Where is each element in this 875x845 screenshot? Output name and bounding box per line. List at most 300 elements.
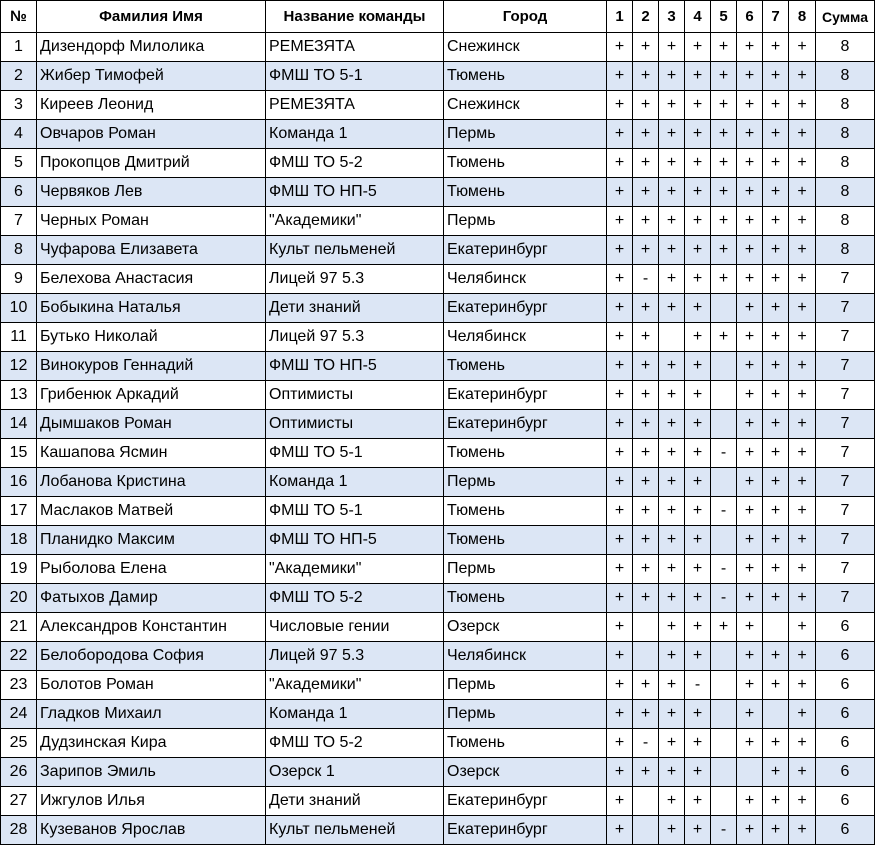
task-8-cell: + <box>789 787 816 816</box>
team-name-cell: Дети знаний <box>266 294 444 323</box>
participant-name-cell: Планидко Максим <box>37 526 266 555</box>
team-name-cell: ФМШ ТО 5-1 <box>266 497 444 526</box>
task-3-cell: + <box>659 758 685 787</box>
team-name-cell: РЕМЕЗЯТА <box>266 33 444 62</box>
task-6-cell: + <box>737 497 763 526</box>
participant-name-cell: Дымшаков Роман <box>37 410 266 439</box>
task-1-cell: + <box>607 700 633 729</box>
table-row <box>1 497 875 526</box>
row-number-cell: 3 <box>1 91 37 120</box>
table-row <box>1 236 875 265</box>
task-4-cell: + <box>685 555 711 584</box>
table-row <box>1 555 875 584</box>
task-1-cell: + <box>607 816 633 845</box>
task-4-cell: + <box>685 62 711 91</box>
task-6-cell: + <box>737 178 763 207</box>
row-number-cell: 6 <box>1 178 37 207</box>
table-row <box>1 62 875 91</box>
task-8-cell: + <box>789 120 816 149</box>
task-3-cell: + <box>659 439 685 468</box>
table-row <box>1 323 875 352</box>
task-8-cell: + <box>789 352 816 381</box>
sum-cell: 6 <box>816 729 875 758</box>
participant-name-cell: Кузеванов Ярослав <box>37 816 266 845</box>
sum-cell: 6 <box>816 816 875 845</box>
sum-cell: 7 <box>816 468 875 497</box>
table-row <box>1 816 875 845</box>
header-row <box>1 1 875 33</box>
table-row <box>1 613 875 642</box>
task-5-cell: + <box>711 207 737 236</box>
row-number-cell: 12 <box>1 352 37 381</box>
task-2-cell: + <box>633 526 659 555</box>
task-5-cell <box>711 526 737 555</box>
sum-cell: 7 <box>816 323 875 352</box>
task-2-cell: + <box>633 91 659 120</box>
task-5-cell: + <box>711 33 737 62</box>
task-1-cell: + <box>607 468 633 497</box>
task-1-cell: + <box>607 410 633 439</box>
city-cell: Екатеринбург <box>444 410 607 439</box>
participant-name-cell: Киреев Леонид <box>37 91 266 120</box>
team-name-cell: РЕМЕЗЯТА <box>266 91 444 120</box>
table-row <box>1 294 875 323</box>
sum-cell: 7 <box>816 294 875 323</box>
task-5-cell <box>711 671 737 700</box>
task-8-cell: + <box>789 555 816 584</box>
task-8-cell: + <box>789 816 816 845</box>
header-task-5: 5 <box>711 1 737 33</box>
sum-cell: 8 <box>816 120 875 149</box>
header-task-8: 8 <box>789 1 816 33</box>
task-5-cell <box>711 352 737 381</box>
city-cell: Озерск <box>444 758 607 787</box>
sum-cell: 8 <box>816 236 875 265</box>
row-number-cell: 14 <box>1 410 37 439</box>
team-name-cell: Культ пельменей <box>266 236 444 265</box>
participant-name-cell: Маслаков Матвей <box>37 497 266 526</box>
task-5-cell: + <box>711 236 737 265</box>
task-6-cell: + <box>737 62 763 91</box>
header-task-3: 3 <box>659 1 685 33</box>
city-cell: Пермь <box>444 671 607 700</box>
team-name-cell: Лицей 97 5.3 <box>266 323 444 352</box>
participant-name-cell: Черных Роман <box>37 207 266 236</box>
task-1-cell: + <box>607 236 633 265</box>
row-number-cell: 20 <box>1 584 37 613</box>
task-8-cell: + <box>789 149 816 178</box>
participant-name-cell: Винокуров Геннадий <box>37 352 266 381</box>
table-row <box>1 468 875 497</box>
task-4-cell: + <box>685 294 711 323</box>
task-4-cell: + <box>685 149 711 178</box>
task-4-cell: + <box>685 729 711 758</box>
team-name-cell: Команда 1 <box>266 468 444 497</box>
participant-name-cell: Чуфарова Елизавета <box>37 236 266 265</box>
city-cell: Екатеринбург <box>444 294 607 323</box>
task-8-cell: + <box>789 584 816 613</box>
task-7-cell: + <box>763 497 789 526</box>
task-5-cell: - <box>711 816 737 845</box>
task-3-cell: + <box>659 526 685 555</box>
task-6-cell: + <box>737 468 763 497</box>
task-1-cell: + <box>607 758 633 787</box>
task-8-cell: + <box>789 91 816 120</box>
city-cell: Пермь <box>444 120 607 149</box>
city-cell: Екатеринбург <box>444 787 607 816</box>
row-number-cell: 25 <box>1 729 37 758</box>
task-2-cell: + <box>633 468 659 497</box>
team-name-cell: Культ пельменей <box>266 816 444 845</box>
participant-name-cell: Рыболова Елена <box>37 555 266 584</box>
table-row <box>1 178 875 207</box>
task-7-cell: + <box>763 236 789 265</box>
task-8-cell: + <box>789 294 816 323</box>
task-7-cell: + <box>763 439 789 468</box>
task-4-cell: + <box>685 787 711 816</box>
city-cell: Тюмень <box>444 352 607 381</box>
task-3-cell: + <box>659 352 685 381</box>
task-4-cell: + <box>685 178 711 207</box>
table-row <box>1 352 875 381</box>
task-7-cell: + <box>763 352 789 381</box>
task-8-cell: + <box>789 439 816 468</box>
task-6-cell: + <box>737 352 763 381</box>
task-1-cell: + <box>607 642 633 671</box>
task-7-cell: + <box>763 729 789 758</box>
task-3-cell: + <box>659 671 685 700</box>
team-name-cell: Оптимисты <box>266 410 444 439</box>
row-number-cell: 19 <box>1 555 37 584</box>
team-name-cell: Команда 1 <box>266 700 444 729</box>
city-cell: Тюмень <box>444 526 607 555</box>
task-6-cell: + <box>737 584 763 613</box>
participant-name-cell: Дудзинская Кира <box>37 729 266 758</box>
task-3-cell: + <box>659 584 685 613</box>
header-number: № <box>1 1 37 33</box>
task-2-cell: + <box>633 439 659 468</box>
task-5-cell <box>711 787 737 816</box>
task-2-cell: + <box>633 758 659 787</box>
city-cell: Челябинск <box>444 265 607 294</box>
team-name-cell: ФМШ ТО 5-2 <box>266 729 444 758</box>
team-name-cell: Дети знаний <box>266 787 444 816</box>
task-1-cell: + <box>607 497 633 526</box>
task-7-cell: + <box>763 410 789 439</box>
row-number-cell: 16 <box>1 468 37 497</box>
task-4-cell: + <box>685 236 711 265</box>
table-row <box>1 149 875 178</box>
task-2-cell: + <box>633 323 659 352</box>
task-3-cell: + <box>659 236 685 265</box>
table-row <box>1 439 875 468</box>
task-1-cell: + <box>607 178 633 207</box>
city-cell: Пермь <box>444 700 607 729</box>
team-name-cell: Команда 1 <box>266 120 444 149</box>
task-5-cell: + <box>711 265 737 294</box>
task-1-cell: + <box>607 555 633 584</box>
city-cell: Озерск <box>444 613 607 642</box>
task-2-cell: + <box>633 381 659 410</box>
table-row <box>1 120 875 149</box>
task-4-cell: + <box>685 758 711 787</box>
task-7-cell: + <box>763 178 789 207</box>
city-cell: Екатеринбург <box>444 816 607 845</box>
table-row <box>1 207 875 236</box>
task-1-cell: + <box>607 149 633 178</box>
task-4-cell: + <box>685 468 711 497</box>
task-4-cell: + <box>685 91 711 120</box>
task-8-cell: + <box>789 323 816 352</box>
sum-cell: 7 <box>816 352 875 381</box>
task-3-cell: + <box>659 33 685 62</box>
task-6-cell: + <box>737 642 763 671</box>
task-5-cell: + <box>711 91 737 120</box>
task-2-cell: - <box>633 265 659 294</box>
participant-name-cell: Ижгулов Илья <box>37 787 266 816</box>
sum-cell: 6 <box>816 787 875 816</box>
task-8-cell: + <box>789 497 816 526</box>
task-1-cell: + <box>607 265 633 294</box>
task-7-cell: + <box>763 555 789 584</box>
row-number-cell: 23 <box>1 671 37 700</box>
participant-name-cell: Червяков Лев <box>37 178 266 207</box>
task-1-cell: + <box>607 294 633 323</box>
sum-cell: 8 <box>816 207 875 236</box>
task-3-cell: + <box>659 410 685 439</box>
sum-cell: 7 <box>816 381 875 410</box>
team-name-cell: Озерск 1 <box>266 758 444 787</box>
participant-name-cell: Прокопцов Дмитрий <box>37 149 266 178</box>
task-6-cell: + <box>737 149 763 178</box>
task-5-cell <box>711 410 737 439</box>
header-task-6: 6 <box>737 1 763 33</box>
header-name: Фамилия Имя <box>37 1 266 33</box>
task-6-cell: + <box>737 729 763 758</box>
task-4-cell: + <box>685 584 711 613</box>
task-5-cell <box>711 729 737 758</box>
sum-cell: 7 <box>816 439 875 468</box>
city-cell: Тюмень <box>444 62 607 91</box>
participant-name-cell: Зарипов Эмиль <box>37 758 266 787</box>
participant-name-cell: Белехова Анастасия <box>37 265 266 294</box>
team-name-cell: "Академики" <box>266 555 444 584</box>
table-row <box>1 729 875 758</box>
task-3-cell: + <box>659 729 685 758</box>
task-2-cell: + <box>633 410 659 439</box>
team-name-cell: Лицей 97 5.3 <box>266 265 444 294</box>
sum-cell: 7 <box>816 497 875 526</box>
task-4-cell: + <box>685 323 711 352</box>
task-8-cell: + <box>789 265 816 294</box>
task-1-cell: + <box>607 787 633 816</box>
task-6-cell: + <box>737 294 763 323</box>
task-8-cell: + <box>789 62 816 91</box>
task-7-cell: + <box>763 323 789 352</box>
task-8-cell: + <box>789 613 816 642</box>
task-4-cell: + <box>685 497 711 526</box>
task-2-cell: + <box>633 584 659 613</box>
task-7-cell <box>763 700 789 729</box>
task-2-cell: + <box>633 497 659 526</box>
task-4-cell: + <box>685 526 711 555</box>
task-3-cell: + <box>659 613 685 642</box>
task-4-cell: + <box>685 410 711 439</box>
task-5-cell <box>711 381 737 410</box>
row-number-cell: 11 <box>1 323 37 352</box>
task-8-cell: + <box>789 236 816 265</box>
task-6-cell: + <box>737 439 763 468</box>
city-cell: Тюмень <box>444 497 607 526</box>
team-name-cell: ФМШ ТО НП-5 <box>266 526 444 555</box>
task-7-cell: + <box>763 468 789 497</box>
team-name-cell: "Академики" <box>266 671 444 700</box>
task-2-cell: + <box>633 149 659 178</box>
participant-name-cell: Овчаров Роман <box>37 120 266 149</box>
table-row <box>1 526 875 555</box>
participant-name-cell: Бобыкина Наталья <box>37 294 266 323</box>
task-8-cell: + <box>789 381 816 410</box>
task-7-cell: + <box>763 91 789 120</box>
task-8-cell: + <box>789 700 816 729</box>
task-2-cell: + <box>633 33 659 62</box>
task-3-cell: + <box>659 381 685 410</box>
header-task-4: 4 <box>685 1 711 33</box>
table-row <box>1 758 875 787</box>
task-7-cell: + <box>763 816 789 845</box>
task-5-cell: + <box>711 323 737 352</box>
task-2-cell: + <box>633 294 659 323</box>
header-task-7: 7 <box>763 1 789 33</box>
task-6-cell: + <box>737 700 763 729</box>
row-number-cell: 28 <box>1 816 37 845</box>
task-2-cell <box>633 816 659 845</box>
task-5-cell <box>711 758 737 787</box>
city-cell: Челябинск <box>444 642 607 671</box>
task-7-cell <box>763 613 789 642</box>
task-5-cell: - <box>711 555 737 584</box>
task-5-cell <box>711 468 737 497</box>
row-number-cell: 4 <box>1 120 37 149</box>
sum-cell: 8 <box>816 33 875 62</box>
task-4-cell: + <box>685 816 711 845</box>
sum-cell: 7 <box>816 526 875 555</box>
city-cell: Челябинск <box>444 323 607 352</box>
task-5-cell: - <box>711 439 737 468</box>
task-5-cell: + <box>711 149 737 178</box>
task-5-cell <box>711 700 737 729</box>
task-4-cell: + <box>685 265 711 294</box>
task-2-cell: + <box>633 671 659 700</box>
task-4-cell: + <box>685 700 711 729</box>
task-4-cell: + <box>685 207 711 236</box>
table-row <box>1 91 875 120</box>
task-1-cell: + <box>607 91 633 120</box>
task-7-cell: + <box>763 149 789 178</box>
task-2-cell <box>633 642 659 671</box>
city-cell: Пермь <box>444 207 607 236</box>
task-4-cell: + <box>685 120 711 149</box>
task-3-cell: + <box>659 149 685 178</box>
city-cell: Пермь <box>444 555 607 584</box>
task-6-cell: + <box>737 816 763 845</box>
task-2-cell: - <box>633 729 659 758</box>
task-6-cell: + <box>737 91 763 120</box>
task-7-cell: + <box>763 33 789 62</box>
participant-name-cell: Бутько Николай <box>37 323 266 352</box>
task-6-cell: + <box>737 381 763 410</box>
sum-cell: 6 <box>816 758 875 787</box>
task-1-cell: + <box>607 439 633 468</box>
participant-name-cell: Дизендорф Милолика <box>37 33 266 62</box>
task-1-cell: + <box>607 381 633 410</box>
city-cell: Екатеринбург <box>444 236 607 265</box>
task-1-cell: + <box>607 62 633 91</box>
participant-name-cell: Грибенюк Аркадий <box>37 381 266 410</box>
team-name-cell: ФМШ ТО 5-1 <box>266 439 444 468</box>
table-row <box>1 410 875 439</box>
task-5-cell: - <box>711 497 737 526</box>
team-name-cell: Оптимисты <box>266 381 444 410</box>
task-1-cell: + <box>607 729 633 758</box>
task-2-cell: + <box>633 236 659 265</box>
task-2-cell: + <box>633 62 659 91</box>
row-number-cell: 21 <box>1 613 37 642</box>
task-6-cell: + <box>737 555 763 584</box>
header-city: Город <box>444 1 607 33</box>
sum-cell: 6 <box>816 671 875 700</box>
task-6-cell <box>737 758 763 787</box>
team-name-cell: ФМШ ТО 5-2 <box>266 149 444 178</box>
task-3-cell <box>659 323 685 352</box>
task-5-cell <box>711 642 737 671</box>
task-2-cell: + <box>633 207 659 236</box>
task-1-cell: + <box>607 526 633 555</box>
participant-name-cell: Белобородова София <box>37 642 266 671</box>
table-row <box>1 381 875 410</box>
team-name-cell: ФМШ ТО 5-2 <box>266 584 444 613</box>
team-name-cell: ФМШ ТО 5-1 <box>266 62 444 91</box>
task-5-cell: + <box>711 613 737 642</box>
task-4-cell: + <box>685 642 711 671</box>
participant-name-cell: Александров Константин <box>37 613 266 642</box>
city-cell: Тюмень <box>444 439 607 468</box>
header-sum: Сумма <box>816 1 875 33</box>
task-8-cell: + <box>789 178 816 207</box>
task-1-cell: + <box>607 120 633 149</box>
table-row <box>1 584 875 613</box>
participant-name-cell: Болотов Роман <box>37 671 266 700</box>
task-7-cell: + <box>763 294 789 323</box>
task-6-cell: + <box>737 236 763 265</box>
city-cell: Тюмень <box>444 584 607 613</box>
task-3-cell: + <box>659 700 685 729</box>
sum-cell: 8 <box>816 62 875 91</box>
city-cell: Тюмень <box>444 729 607 758</box>
row-number-cell: 26 <box>1 758 37 787</box>
task-7-cell: + <box>763 207 789 236</box>
task-7-cell: + <box>763 120 789 149</box>
row-number-cell: 5 <box>1 149 37 178</box>
task-1-cell: + <box>607 323 633 352</box>
row-number-cell: 22 <box>1 642 37 671</box>
team-name-cell: Числовые гении <box>266 613 444 642</box>
city-cell: Тюмень <box>444 149 607 178</box>
task-2-cell: + <box>633 555 659 584</box>
task-4-cell: + <box>685 33 711 62</box>
team-name-cell: Лицей 97 5.3 <box>266 642 444 671</box>
task-3-cell: + <box>659 91 685 120</box>
